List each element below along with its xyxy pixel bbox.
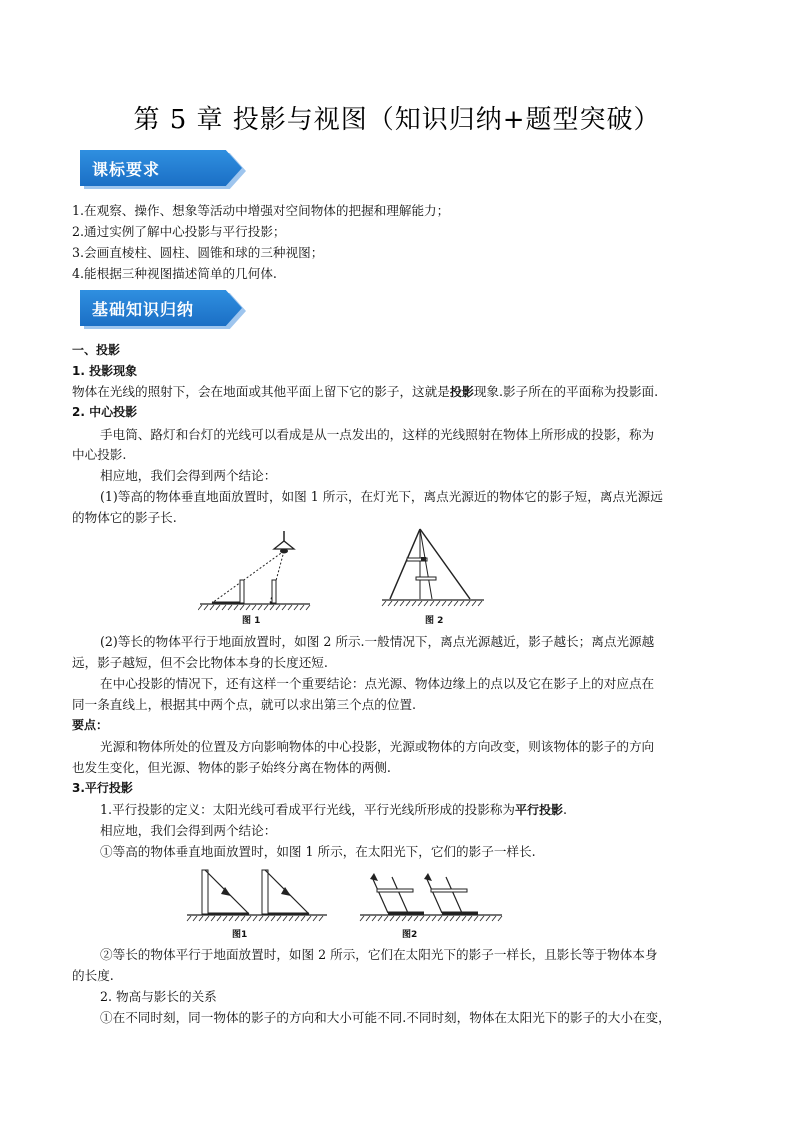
figure-caption: 图 2: [425, 616, 444, 626]
sub-heading: 2. 中心投影: [72, 405, 138, 419]
paragraph-line: 在中心投影的情况下，还有这样一个重要结论：点光源、物体边缘上的点以及它在影子上的对应点在: [100, 676, 655, 691]
requirement-item: 2.通过实例了解中心投影与平行投影；: [72, 224, 286, 239]
key-points-heading: 要点：: [72, 718, 109, 732]
paragraph-line: 的物体它的影子长.: [72, 510, 177, 525]
section-banner-requirements: [80, 150, 242, 186]
section-banner-basics: [80, 290, 242, 326]
paragraph-line: 1.平行投影的定义：太阳光线可看成平行光线，平行光线所形成的投影称为平行投影.: [100, 802, 568, 817]
paragraph-line: 物体在光线的照射下，会在地面或其他平面上留下它的影子，这就是投影现象.影子所在的平面称为投影面.: [72, 384, 659, 399]
section-heading: 一、投影: [72, 343, 121, 357]
paragraph-line: 中心投影.: [72, 447, 127, 462]
paragraph-line: ②等长的物体平行于地面放置时，如图 2 所示，它们在太阳光下的影子一样长，且影长等于物体本身: [100, 947, 658, 962]
figure-caption: 图2: [402, 930, 418, 940]
paragraph-line: 远，影子越短，但不会比物体本身的长度还短.: [72, 655, 328, 670]
figure-triangle-shadows: [380, 525, 488, 610]
paragraph-line: 的长度.: [72, 968, 114, 983]
figure-caption: 图1: [232, 930, 248, 940]
sub-heading: 2. 物高与影长的关系: [100, 989, 217, 1004]
paragraph-line: (1)等高的物体垂直地面放置时，如图 1 所示，在灯光下，离点光源近的物体它的影子短，离点光源远: [100, 489, 663, 504]
paragraph-line: 也发生变化，但光源、物体的影子始终分离在物体的两侧.: [72, 760, 391, 775]
page-title: 第 5 章 投影与视图（知识归纳+题型突破）: [133, 105, 661, 135]
paragraph-line: 相应地，我们会得到两个结论：: [100, 823, 277, 838]
requirement-item: 4.能根据三种视图描述简单的几何体.: [72, 266, 277, 281]
sub-heading: 3.平行投影: [72, 781, 133, 795]
figure-caption: 图 1: [242, 616, 261, 626]
paragraph-line: 同一条直线上，根据其中两个点，就可以求出第三个点的位置.: [72, 697, 417, 712]
paragraph-line: (2)等长的物体平行于地面放置时，如图 2 所示.一般情况下，离点光源越近，影子越长；离点光源越: [100, 634, 655, 649]
paragraph-line: 光源和物体所处的位置及方向影响物体的中心投影，光源或物体的方向改变，则该物体的影子的方向: [100, 739, 655, 754]
banner-label: 基础知识归纳: [92, 300, 195, 319]
paragraph-line: 手电筒、路灯和台灯的光线可以看成是从一点发出的，这样的光线照射在物体上所形成的投影，称为: [100, 427, 655, 442]
paragraph-line: 相应地，我们会得到两个结论：: [100, 468, 277, 483]
figure-parallel-horizontal: [358, 865, 506, 925]
requirement-item: 3.会画直棱柱、圆柱、圆锥和球的三种视图；: [72, 245, 324, 260]
figure-parallel-vertical: [185, 865, 333, 925]
paragraph-line: ①等高的物体垂直地面放置时，如图 1 所示，在太阳光下，它们的影子一样长.: [100, 844, 536, 859]
requirement-item: 1.在观察、操作、想象等活动中增强对空间物体的把握和理解能力；: [72, 203, 450, 218]
paragraph-line: ①在不同时刻，同一物体的影子的方向和大小可能不同.不同时刻，物体在太阳光下的影子的大小在变，: [100, 1010, 671, 1025]
sub-heading: 1. 投影现象: [72, 364, 138, 378]
banner-label: 课标要求: [92, 160, 161, 179]
